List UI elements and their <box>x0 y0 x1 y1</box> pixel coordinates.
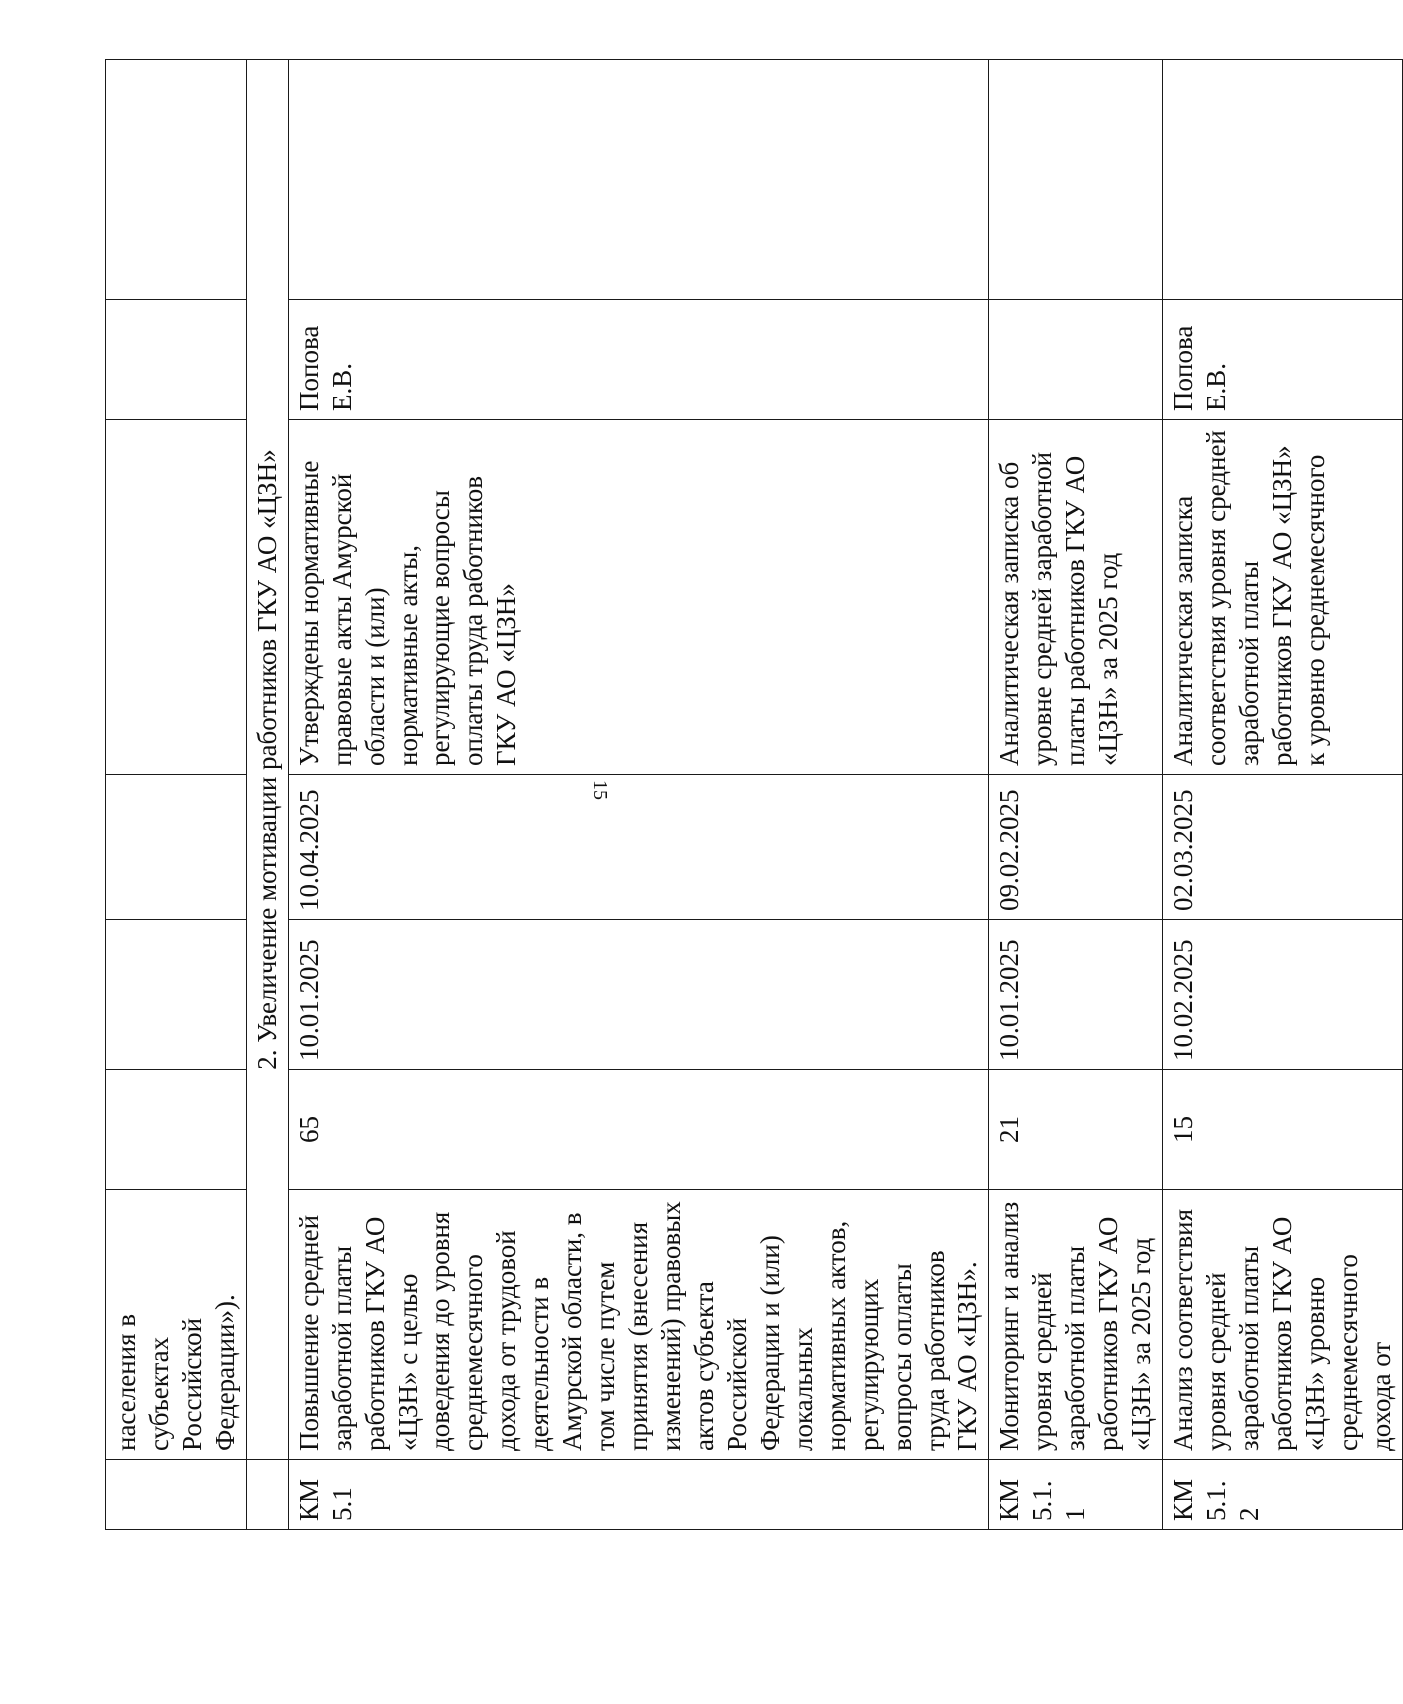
row-end-date: 02.03.2025 <box>1163 775 1403 920</box>
row-days: 65 <box>288 1070 989 1190</box>
section-title: 2. Увеличение мотивации работников ГКУ АО «ЦЗН» <box>246 60 288 1460</box>
row-responsible: Попова Е.В. <box>1163 300 1403 420</box>
table-row-continuation <box>106 60 247 1530</box>
continuation-cell-start <box>106 920 247 1070</box>
section-row <box>246 60 288 1530</box>
row-code: КМ 5.1 <box>288 1460 989 1530</box>
table-row-km-5-1-1 <box>989 60 1163 1530</box>
table-row-km-5-1 <box>288 60 989 1530</box>
row-responsible <box>989 300 1163 420</box>
row-name: Повышение средней заработной платы работников ГКУ АО «ЦЗН» с целью доведения до уровня среднемесячного дохода от трудовой деятельности в Амурской области, в том числе путем принятия (внесения изменений) правовых актов субъекта Российской Федерации и (или) локальных нормативных актов, регулирующих вопросы оплаты труда работников ГКУ АО «ЦЗН». <box>288 1190 989 1460</box>
row-end-date: 09.02.2025 <box>989 775 1163 920</box>
row-days: 15 <box>1163 1070 1403 1190</box>
row-start-date: 10.01.2025 <box>288 920 989 1070</box>
row-extra <box>989 60 1163 300</box>
row-start-date: 10.02.2025 <box>1163 920 1403 1070</box>
row-days: 21 <box>989 1070 1163 1190</box>
row-extra <box>1163 60 1403 300</box>
row-code: КМ 5.1.1 <box>989 1460 1163 1530</box>
row-result: Аналитическая записка об уровне средней заработной платы работников ГКУ АО «ЦЗН» за 2025 год <box>989 420 1163 775</box>
table-row-km-5-1-2 <box>1163 60 1403 1530</box>
continuation-cell-extra <box>106 60 247 300</box>
section-left-spacer <box>246 1460 288 1530</box>
plan-table <box>105 59 1403 1530</box>
row-result: Аналитическая записка соответствия уровня средней заработной платы работников ГКУ АО «ЦЗН» к уровню среднемесячного <box>1163 420 1403 775</box>
row-result: Утверждены нормативные правовые акты Амурской области и (или) нормативные акты, регулирующие вопросы оплаты труда работников ГКУ АО «ЦЗН» <box>288 420 989 775</box>
continuation-cell-name: населения в субъектах Российской Федерации»). <box>106 1190 247 1460</box>
row-code: КМ 5.1.2 <box>1163 1460 1403 1530</box>
row-end-date: 10.04.2025 <box>288 775 989 920</box>
row-name: Мониторинг и анализ уровня средней заработной платы работников ГКУ АО «ЦЗН» за 2025 год <box>989 1190 1163 1460</box>
continuation-cell-code <box>106 1460 247 1530</box>
row-extra <box>288 60 989 300</box>
continuation-cell-result <box>106 420 247 775</box>
continuation-cell-days <box>106 1070 247 1190</box>
rotated-page-content <box>105 60 1396 1530</box>
row-start-date: 10.01.2025 <box>989 920 1163 1070</box>
continuation-cell-end <box>106 775 247 920</box>
continuation-cell-responsible <box>106 300 247 420</box>
page-number: 15 <box>589 780 611 800</box>
row-responsible: Попова Е.В. <box>288 300 989 420</box>
row-name: Анализ соответствия уровня средней заработной платы работников ГКУ АО «ЦЗН» уровню среднемесячного дохода от <box>1163 1190 1403 1460</box>
